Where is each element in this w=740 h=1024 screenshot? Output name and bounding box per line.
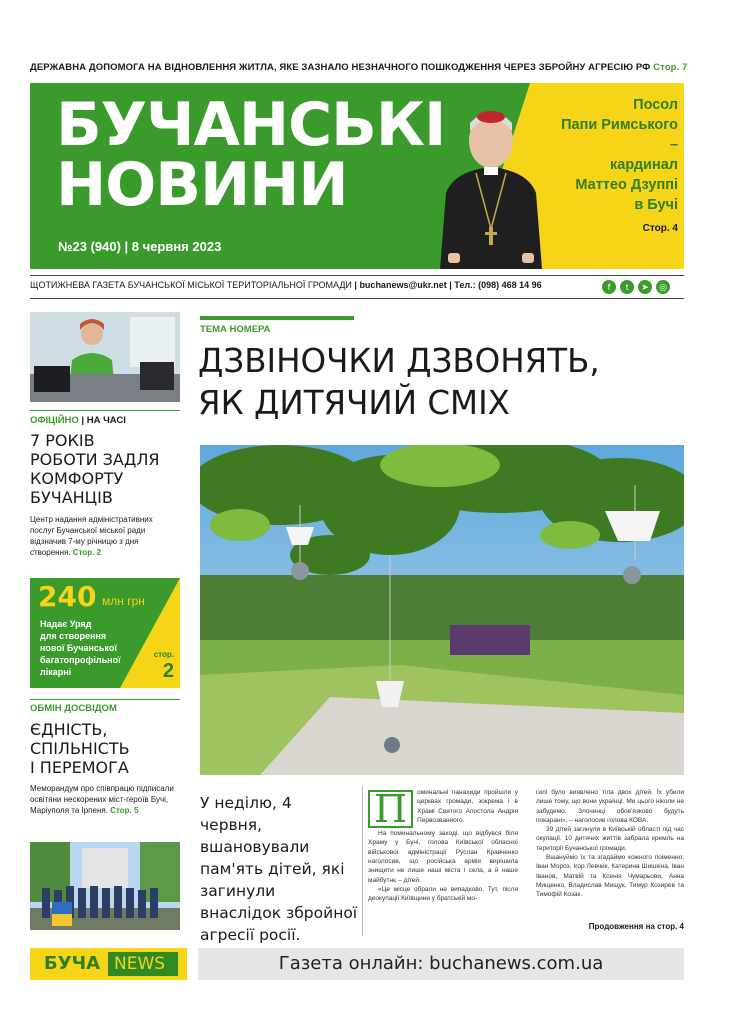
- heading-line: КОМФОРТУ: [30, 469, 124, 488]
- email-link[interactable]: buchanews@ukr.net: [359, 280, 447, 290]
- article-paragraph: 39 дітей загинули в Київській області під час окупації. 10 дитячих життів забрала кремль на території Бучанської громади.: [536, 826, 684, 852]
- memorial-bells-photo: [200, 445, 684, 775]
- main-headline-line-1: ДЗВІНОЧКИ ДЗВОНЯТЬ,: [198, 342, 600, 380]
- funding-text: [40, 618, 121, 678]
- instagram-icon[interactable]: ◎: [656, 280, 670, 294]
- title-line-2: НОВИНИ: [56, 150, 348, 220]
- article-paragraph: оминальні панахиди пройшли у церквах громади, зокрема і в Храмі Святого Апостола Андрія Первозванного.: [417, 789, 518, 824]
- label-on-time: | НА ЧАСІ: [78, 415, 126, 426]
- theme-label: ТЕМА НОМЕРА: [200, 324, 271, 335]
- top-banner: [30, 62, 690, 73]
- logo-text-news: NEWS: [114, 954, 166, 974]
- educators-group-photo: [30, 842, 180, 930]
- article-paragraph: Вшануймо їх та згадаймо кожного поіменно: Іван Мороз, Ігор Левчик, Катерина Шишкіна, Іван Іванов, Матвій та Ксенія Чумарьови, Анна Мищенко, Владислав Мищук, Тимур Козирев та Тимофій Козак.: [536, 854, 684, 899]
- section-label: [30, 415, 126, 426]
- group-photo-icon: [30, 842, 180, 930]
- side-story-2-text: [30, 783, 180, 816]
- heading-line: СПІЛЬНІСТЬ: [30, 739, 130, 758]
- headline-line: в Бучі: [634, 197, 678, 213]
- newspaper-description: ЩОТИЖНЕВА ГАЗЕТА БУЧАНСЬКОЇ МІСЬКОЇ ТЕРИТОРІАЛЬНОЇ ГРОМАДИ: [30, 280, 352, 290]
- heading-line: 7 РОКІВ: [30, 431, 95, 450]
- funding-ref-number: 2: [162, 660, 174, 682]
- article-column-2: [536, 788, 684, 900]
- side-story-2-ref[interactable]: Стор. 5: [110, 806, 139, 815]
- top-banner-ref[interactable]: Стор. 7: [653, 62, 688, 73]
- side-story-1-heading[interactable]: [30, 431, 185, 507]
- drop-cap: П: [368, 790, 413, 828]
- cardinal-headline[interactable]: [550, 95, 678, 239]
- twitter-icon[interactable]: t: [620, 280, 634, 294]
- divider: [30, 298, 684, 299]
- main-headline[interactable]: [198, 340, 698, 424]
- facebook-icon[interactable]: f: [602, 280, 616, 294]
- funding-number: 240: [38, 580, 97, 613]
- funding-line: лікарні: [40, 667, 72, 677]
- masthead: [30, 83, 684, 269]
- side-story-1-ref[interactable]: Стор. 2: [72, 548, 102, 557]
- section-label-exchange: ОБМІН ДОСВІДОМ: [30, 703, 117, 714]
- side-story-2-body: Меморандум про співпрацю підписали освітяни нескорених міст-героїв Бучі, Маріуполя та Ірпеня.: [30, 784, 174, 815]
- headline-line: Посол: [633, 97, 678, 113]
- phone: Тел.: (098) 468 14 96: [454, 280, 542, 290]
- article-paragraph: гилі було виявлено тіла двох дітей. Їх убили лише тому, що вони українці. Ми цього ніколи не забудемо. Злочинці обов'язково будуть покарані», – наголосив голова КОВА.: [536, 789, 684, 824]
- office-worker-photo: [30, 312, 180, 402]
- divider: [30, 699, 180, 700]
- heading-line: І ПЕРЕМОГА: [30, 758, 129, 777]
- heading-line: ЄДНІСТЬ,: [30, 720, 108, 739]
- telegram-icon[interactable]: ➤: [638, 280, 652, 294]
- office-photo-icon: [30, 312, 180, 402]
- logo-text-bucha: БУЧА: [44, 953, 101, 974]
- headline-line: Папи Римського –: [561, 117, 678, 153]
- bucha-news-logo[interactable]: [30, 948, 187, 980]
- funding-unit: млн грн: [102, 594, 145, 608]
- online-url-banner[interactable]: Газета онлайн: buchanews.com.ua: [198, 948, 684, 980]
- label-official: ОФІЦІЙНО: [30, 415, 79, 426]
- memorial-bells-icon: [200, 445, 684, 775]
- funding-line: нової Бучанської: [40, 643, 117, 653]
- funding-ref-label: стор.: [153, 650, 174, 659]
- subline: ЩОТИЖНЕВА ГАЗЕТА БУЧАНСЬКОЇ МІСЬКОЇ ТЕРИТОРІАЛЬНОЇ ГРОМАДИ | buchanews@ukr.net | Тел.: (098) 468 14 96: [30, 280, 542, 290]
- article-paragraph: На поминальному заході, що відбувся біля Храму у Бучі, голова Київської обласної військової адміністрації Руслан Кравченко наголосив, що російська армія вирішила знищити не лише наші міста і села, а й наше майбутнє – дітей.: [368, 830, 518, 884]
- main-lede: У неділю, 4 червня, вшановували пам'ять дітей, які загинули внаслідок збройної агресії росії.: [200, 794, 358, 944]
- issue-info: №23 (940) | 8 червня 2023: [58, 239, 222, 254]
- heading-line: РОБОТИ ЗАДЛЯ: [30, 450, 160, 469]
- side-story-1-text: [30, 514, 170, 558]
- funding-line: для створення: [40, 631, 107, 641]
- article-paragraph: «Це місце обрали не випадково. Тут, після деокупації Київщини у братській мо-: [368, 885, 518, 903]
- divider: [30, 410, 180, 411]
- headline-ref[interactable]: Стор. 4: [642, 223, 678, 234]
- title-line-1: БУЧАНСЬКІ: [56, 90, 446, 160]
- theme-bar: [200, 316, 354, 320]
- main-headline-line-2: ЯК ДИТЯЧИЙ СМІХ: [198, 384, 510, 422]
- article-column-1: [368, 788, 518, 904]
- top-banner-text: ДЕРЖАВНА ДОПОМОГА НА ВІДНОВЛЕННЯ ЖИТЛА, ЯКЕ ЗАЗНАЛО НЕЗНАЧНОГО ПОШКОДЖЕННЯ ЧЕРЕЗ ЗБРОЙНУ АГРЕСІЮ РФ: [30, 62, 651, 73]
- newspaper-title: [56, 90, 446, 220]
- headline-line: кардинал: [610, 157, 678, 173]
- cardinal-portrait-icon: [432, 103, 550, 269]
- column-divider: [362, 786, 363, 936]
- funding-line: Надає Уряд: [40, 619, 92, 629]
- heading-line: БУЧАНЦІВ: [30, 488, 113, 507]
- headline-line: Маттео Дзуппі: [575, 177, 678, 193]
- side-story-1-body: Центр надання адміністративних послуг Бучанської міської ради відзначив 7-му річницю з дня створення.: [30, 515, 153, 557]
- continued-note[interactable]: Продовження на стор. 4: [588, 922, 684, 931]
- funding-line: багатопрофільної: [40, 655, 121, 665]
- hospital-funding-box[interactable]: [30, 578, 180, 688]
- side-story-2-heading[interactable]: [30, 720, 185, 777]
- divider: [30, 275, 684, 276]
